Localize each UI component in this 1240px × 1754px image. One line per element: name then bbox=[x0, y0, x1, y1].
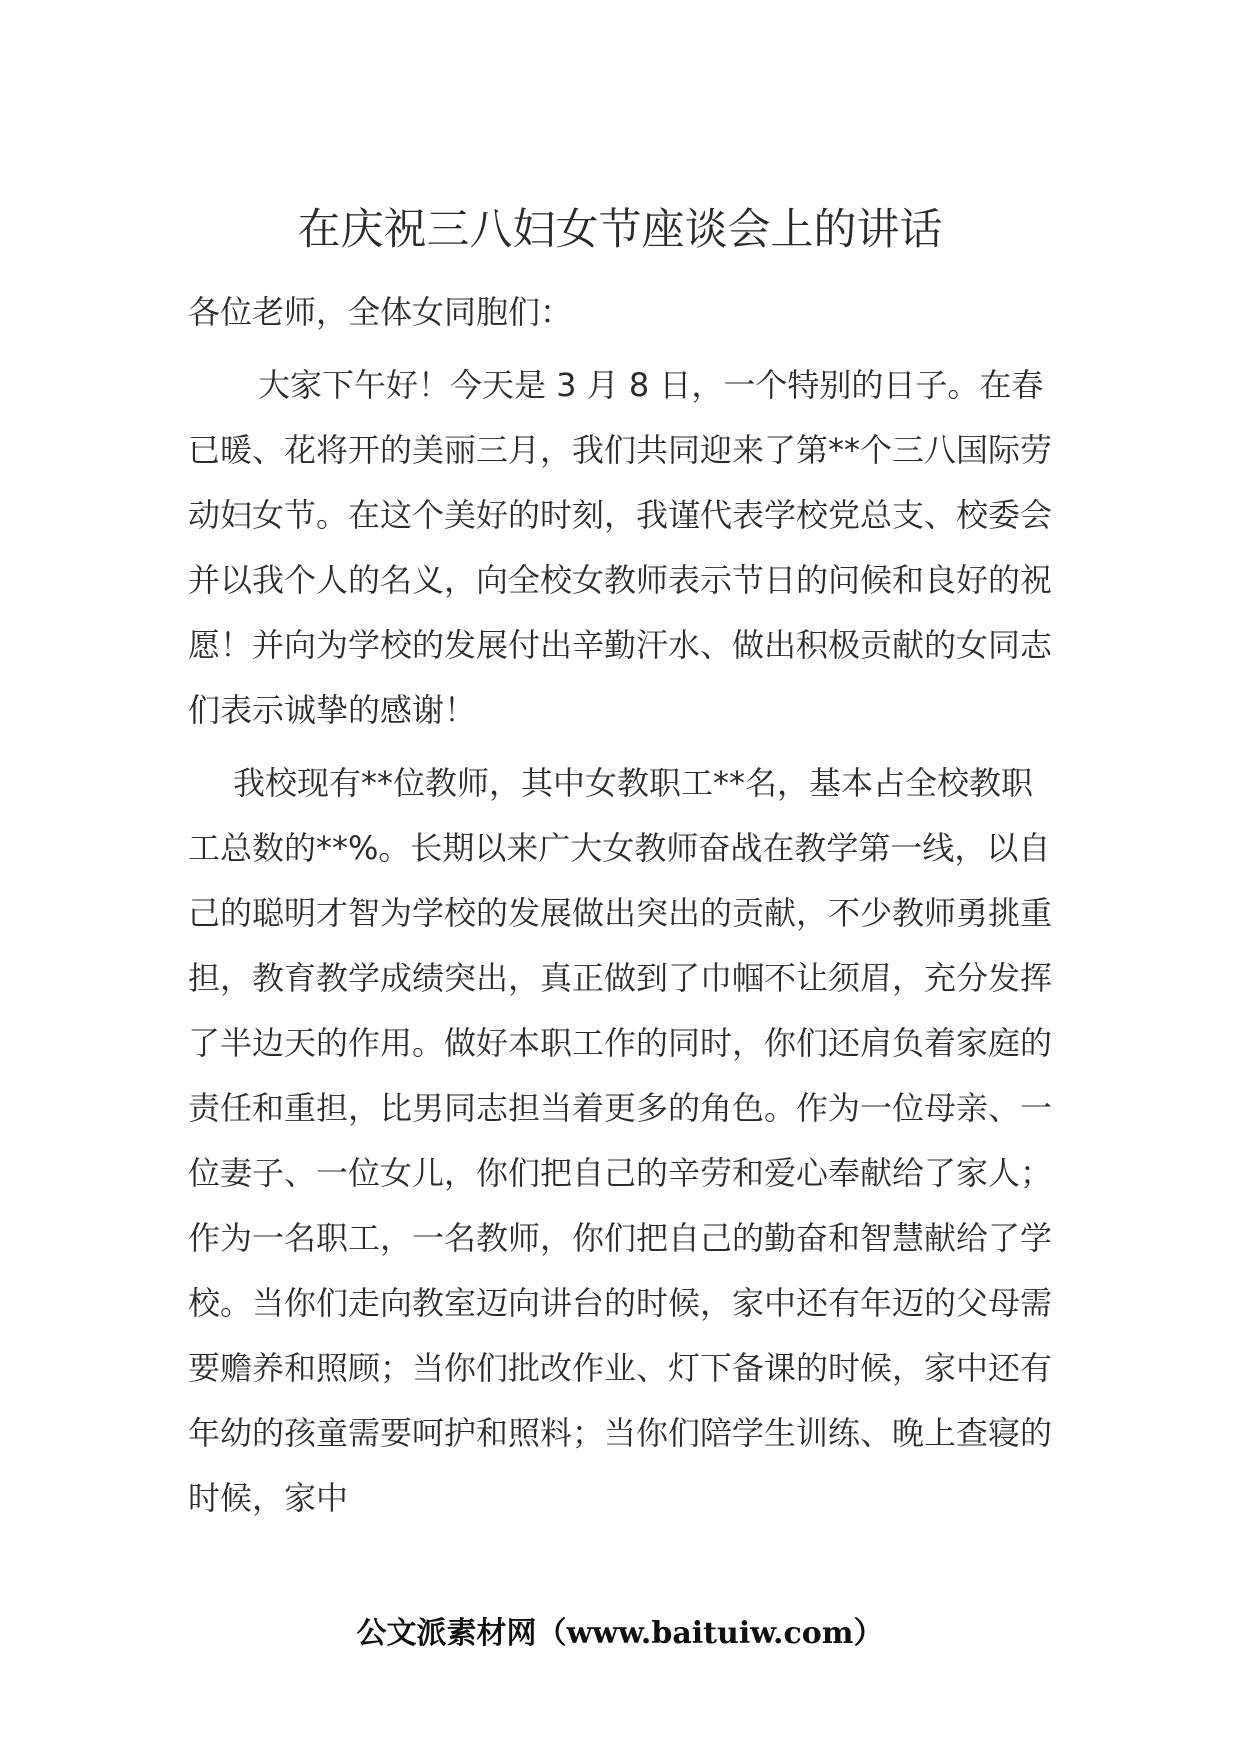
paragraph-2: 我校现有**位教师，其中女教职工**名，基本占全校教职工总数的**%。长期以来广大女教师奋战在教学第一线，以自己的聪明才智为学校的发展做出突出的贡献，不少教师勇挑重担，教育教学成绩突出，真正做到了巾帼不让须眉，充分发挥了半边天的作用。做好本职工作的同时，你们还肩负着家庭的责任和重担，比男同志担当着更多的角色。作为一位母亲、一位妻子、一位女儿，你们把自己的辛劳和爱心奉献给了家人；作为一名职工，一名教师，你们把自己的勤奋和智慧献给了学校。当你们走向教室迈向讲台的时候，家中还有年迈的父母需要赡养和照顾；当你们批改作业、灯下备课的时候，家中还有年幼的孩童需要呵护和照料；当你们陪学生训练、晚上查寝的时候，家中 bbox=[188, 764, 1053, 1517]
document-body bbox=[188, 280, 1058, 1531]
paragraph-1: 大家下午好！今天是 3 月 8 日，一个特别的日子。在春已暖、花将开的美丽三月，我们共同迎来了第**个三八国际劳动妇女节。在这个美好的时刻，我谨代表学校党总支、校委会并以我个人的名义，向全校女教师表示节日的问候和良好的祝愿！并向为学校的发展付出辛勤汗水、做出积极贡献的女同志们表示诚挚的感谢！ bbox=[188, 366, 1053, 729]
footer-watermark: 公文派素材网（www.baituiw.com） bbox=[356, 1616, 884, 1651]
salutation: 各位老师，全体女同胞们： bbox=[188, 293, 573, 331]
document-title: 在庆祝三八妇女节座谈会上的讲话 bbox=[297, 205, 943, 255]
